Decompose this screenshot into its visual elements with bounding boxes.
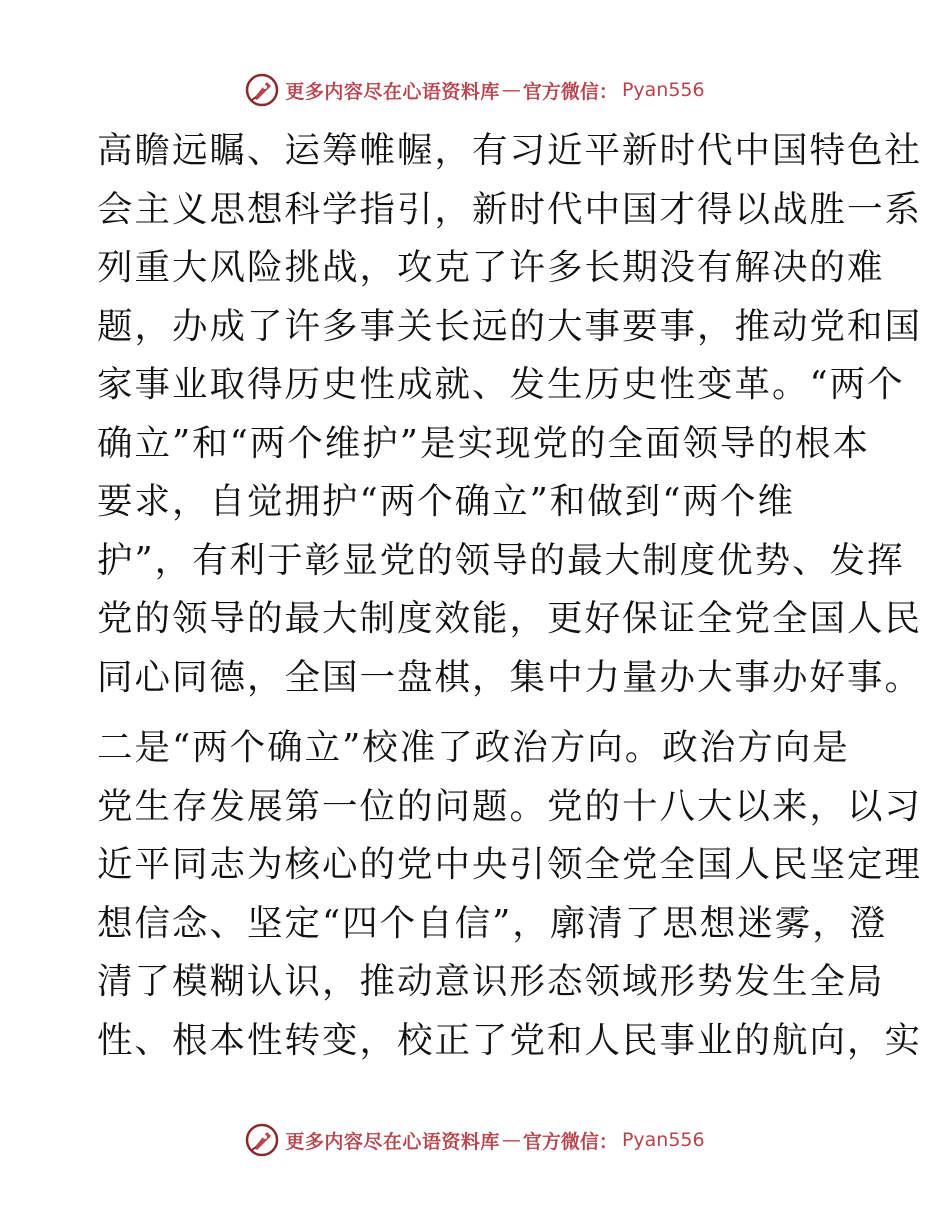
pen-nib-logo-icon [245, 1123, 279, 1157]
footer-separator: — [501, 1129, 521, 1151]
text-line: 会主义思想科学指引，新时代中国才得以战胜一系 [97, 188, 923, 230]
header-wechat-label: 官方微信： [522, 80, 618, 103]
text-line: 同心同德，全国一盘棋，集中力量办大事办好事。 [97, 656, 923, 698]
text-line: 列重大风险挑战，攻克了许多长期没有解决的难 [97, 247, 885, 288]
text-line: 二是“两个确立”校准了政治方向。政治方向是 [97, 727, 850, 768]
paragraph-1 [97, 122, 923, 707]
text-line: 高瞻远瞩、运筹帷幄，有习近平新时代中国特色社 [97, 130, 923, 171]
footer-banner [0, 1120, 950, 1160]
header-banner [0, 70, 950, 110]
text-line: 党的领导的最大制度效能，更好保证全党全国人民 [97, 598, 923, 639]
footer-site-text: 更多内容尽在心语资料库 [285, 1130, 500, 1153]
document-body [97, 122, 923, 1070]
text-line: 性、根本性转变，校正了党和人民事业的航向，实 [97, 1019, 923, 1061]
text-line: 题，办成了许多事关长远的大事要事，推动党和国 [97, 305, 923, 347]
text-line: 近平同志为核心的党中央引领全党全国人民坚定理 [97, 844, 923, 885]
text-line: 清了模糊认识，推动意识形态领域形势发生全局 [97, 961, 885, 1002]
pen-nib-logo-icon [245, 73, 279, 107]
text-line: 党生存发展第一位的问题。党的十八大以来，以习 [97, 785, 923, 827]
header-wechat-id: Pyan556 [621, 79, 705, 101]
header-site-text: 更多内容尽在心语资料库 [285, 80, 500, 103]
paragraph-2 [97, 719, 923, 1070]
text-line: 护”，有利于彰显党的领导的最大制度优势、发挥 [97, 539, 905, 581]
text-line: 家事业取得历史性成就、发生历史性变革。“两个 [97, 364, 905, 405]
footer-wechat-id: Pyan556 [621, 1129, 705, 1151]
footer-wechat-label: 官方微信： [522, 1130, 618, 1153]
text-line: 想信念、坚定“四个自信”，廓清了思想迷雾，澄 [97, 902, 888, 944]
text-line: 要求，自觉拥护“两个确立”和做到“两个维 [97, 481, 795, 522]
text-line: 确立”和“两个维护”是实现党的全面领导的根本 [97, 422, 870, 464]
header-separator: — [501, 79, 521, 101]
